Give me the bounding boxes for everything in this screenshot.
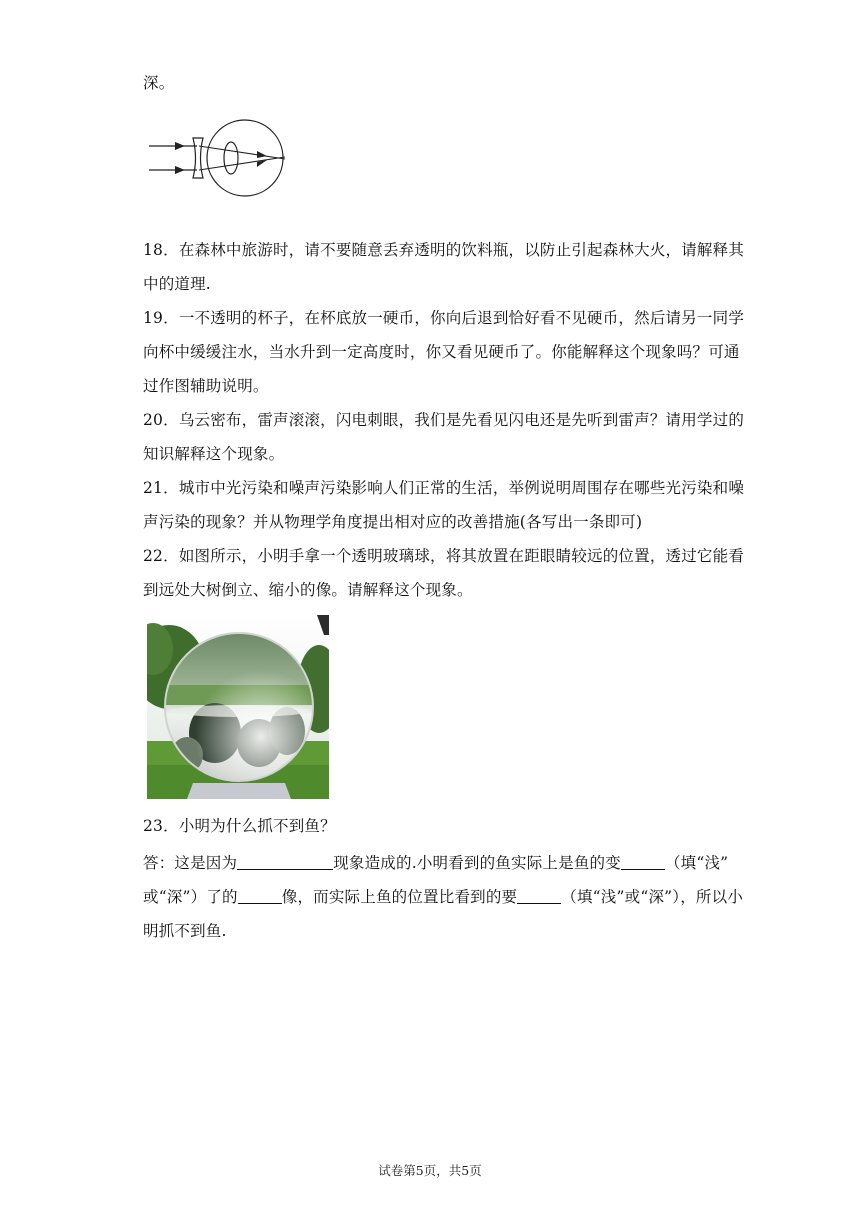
answer-text: 答：这是因为: [143, 854, 238, 872]
question-22-line-2: 到远处大树倒立、缩小的像。请解释这个现象。: [143, 581, 473, 599]
eye-concave-lens-diagram: [145, 116, 287, 202]
question-18-line-1: 18．在森林中旅游时，请不要随意丢弃透明的饮料瓶，以防止引起森林大火，请解释其: [143, 241, 745, 259]
question-23-title: 23．小明为什么抓不到鱼？: [143, 817, 336, 835]
question-19-line-3: 过作图辅助说明。: [143, 377, 269, 395]
question-19-line-2: 向杯中缓缓注水，当水升到一定高度时，你又看见硬币了。你能解释这个现象吗？可通: [143, 343, 740, 361]
text-line: 深。: [143, 74, 175, 92]
question-23-answer-line-2: [143, 887, 743, 907]
question-21-line-2: 声污染的现象？并从物理学角度提出相对应的改善措施(各写出一条即可): [143, 513, 643, 531]
answer-text: 或“深”）了的: [143, 888, 238, 906]
question-23-answer-line-1: [143, 853, 728, 873]
answer-blank-3[interactable]: [238, 889, 282, 904]
answer-blank-4[interactable]: [517, 889, 561, 904]
glass-ball-photo: [147, 615, 329, 799]
question-18-line-2: 中的道理.: [143, 275, 211, 293]
question-21-line-1: 21．城市中光污染和噪声污染影响人们正常的生活，举例说明周围存在哪些光污染和噪: [143, 479, 745, 497]
question-22-line-1: 22．如图所示，小明手拿一个透明玻璃球，将其放置在距眼睛较远的位置，透过它能看: [143, 547, 745, 565]
answer-blank-2[interactable]: [621, 855, 665, 870]
question-23-answer-line-3: 明抓不到鱼.: [143, 922, 227, 940]
answer-blank-1[interactable]: [237, 855, 333, 870]
question-19-line-1: 19．一不透明的杯子，在杯底放一硬币，你向后退到恰好看不见硬币，然后请另一同学: [143, 309, 745, 327]
answer-text: （填“浅”或“深”），所以小: [561, 888, 744, 906]
answer-text: 现象造成的.小明看到的鱼实际上是鱼的变: [333, 854, 621, 872]
question-20-line-1: 20．乌云密布，雷声滚滚，闪电刺眼，我们是先看见闪电还是先听到雷声？请用学过的: [143, 411, 745, 429]
answer-text: （填“浅”: [664, 854, 729, 872]
question-20-line-2: 知识解释这个现象。: [143, 445, 285, 463]
answer-text: 像，而实际上鱼的位置比看到的要: [281, 888, 518, 906]
page-footer: 试卷第5页，共5页: [378, 1163, 482, 1178]
